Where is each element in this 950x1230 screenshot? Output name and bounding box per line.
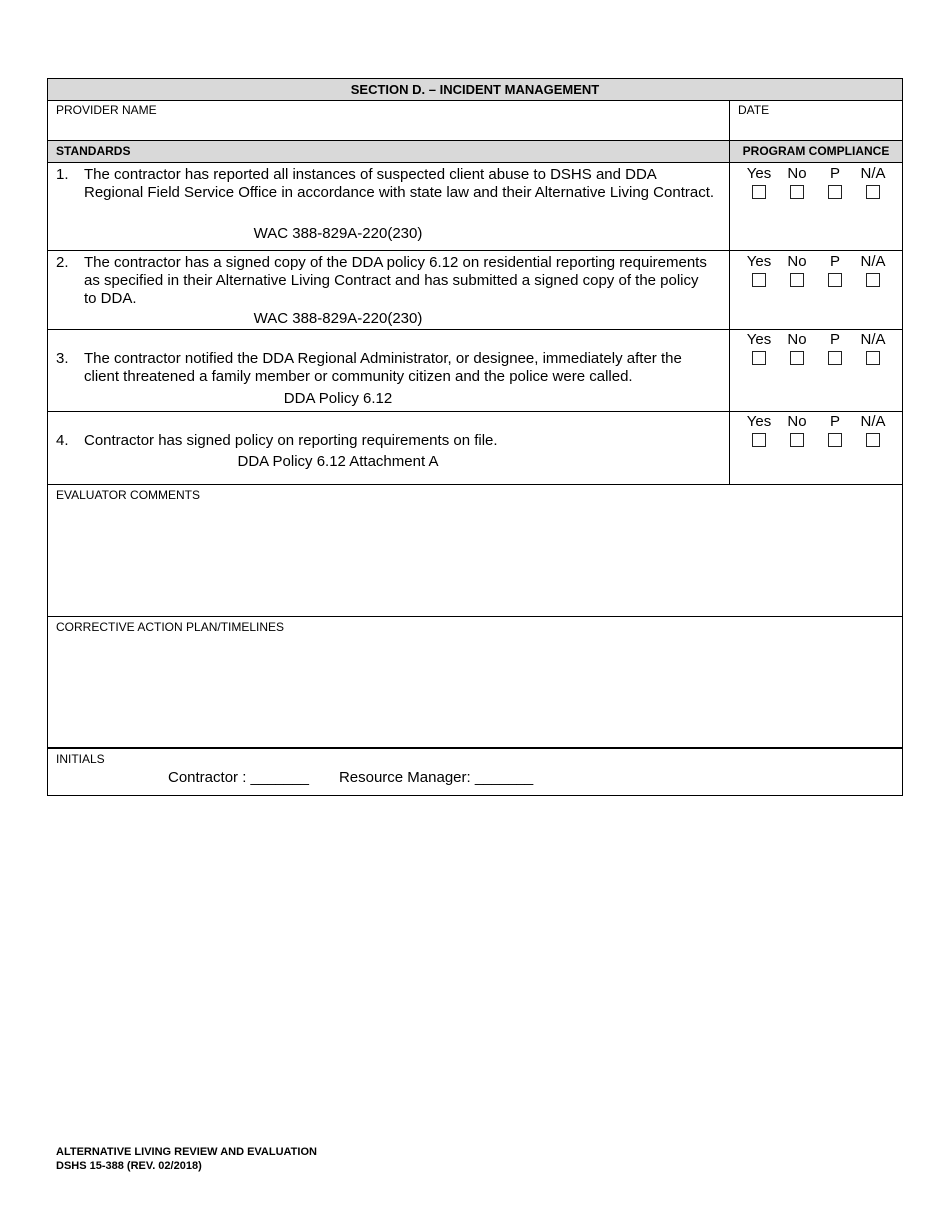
option-na-label: N/A <box>860 331 886 348</box>
checkbox-p[interactable] <box>828 351 842 365</box>
option-yes-label: Yes <box>746 253 772 270</box>
provider-name-field[interactable] <box>48 101 730 140</box>
checkbox-p[interactable] <box>828 185 842 199</box>
provider-name-label: PROVIDER NAME <box>56 103 157 117</box>
standard-reference: WAC 388-829A-220(230) <box>253 310 423 327</box>
checkbox-na[interactable] <box>866 433 880 447</box>
standard-row-3 <box>48 330 902 412</box>
option-p-label: P <box>829 331 840 348</box>
option-p-label: P <box>829 165 840 182</box>
standard-reference: DDA Policy 6.12 Attachment A <box>237 453 439 470</box>
standard-reference: WAC 388-829A-220(230) <box>253 225 423 242</box>
checkbox-yes[interactable] <box>752 351 766 365</box>
standard-text: The contractor notified the DDA Regional Administrator, or designee, immediately after the client threatened a family member or community citizen and the police were called. <box>84 350 682 385</box>
contractor-initials-field[interactable]: Contractor : _______ <box>168 769 309 786</box>
standard-number: 1. <box>56 166 69 183</box>
standards-header-row <box>48 141 902 163</box>
standard-row-1 <box>48 163 902 251</box>
provider-date-row <box>48 101 902 141</box>
standard-number: 2. <box>56 254 69 271</box>
option-yes-label: Yes <box>746 331 772 348</box>
checkbox-na[interactable] <box>866 185 880 199</box>
standard-row-2 <box>48 251 902 330</box>
standard-number: 4. <box>56 432 69 449</box>
option-no-label: No <box>787 165 807 182</box>
standard-text: The contractor has a signed copy of the DDA policy 6.12 on residential reporting requirements as specified in their Alternative Living Contract and has submitted a signed copy of the policy to DDA. <box>84 254 707 307</box>
initials-label: INITIALS <box>56 752 105 766</box>
checkbox-yes[interactable] <box>752 185 766 199</box>
checkbox-no[interactable] <box>790 351 804 365</box>
section-title: SECTION D. – INCIDENT MANAGEMENT <box>48 79 902 101</box>
evaluator-comments-label: EVALUATOR COMMENTS <box>56 488 201 502</box>
option-p-label: P <box>829 253 840 270</box>
checkbox-p[interactable] <box>828 273 842 287</box>
checkbox-na[interactable] <box>866 273 880 287</box>
checkbox-no[interactable] <box>790 273 804 287</box>
checkbox-yes[interactable] <box>752 433 766 447</box>
date-label: DATE <box>738 103 770 117</box>
form-number: DSHS 15-388 (REV. 02/2018) <box>56 1160 202 1172</box>
corrective-action-label: CORRECTIVE ACTION PLAN/TIMELINES <box>56 620 285 634</box>
program-compliance-label: PROGRAM COMPLIANCE <box>742 144 890 158</box>
standard-number: 3. <box>56 350 69 367</box>
option-na-label: N/A <box>860 165 886 182</box>
standard-reference: DDA Policy 6.12 <box>283 390 393 407</box>
checkbox-yes[interactable] <box>752 273 766 287</box>
evaluator-comments-field[interactable] <box>48 485 902 617</box>
option-no-label: No <box>787 253 807 270</box>
initials-row <box>48 749 902 795</box>
corrective-action-field[interactable] <box>48 617 902 749</box>
date-field[interactable] <box>730 101 902 140</box>
option-na-label: N/A <box>860 253 886 270</box>
checkbox-no[interactable] <box>790 433 804 447</box>
option-na-label: N/A <box>860 413 886 430</box>
standard-text: The contractor has reported all instances of suspected client abuse to DSHS and DDA Regional Field Service Office in accordance with state law and their Alternative Living Contract. <box>84 166 715 201</box>
option-p-label: P <box>829 413 840 430</box>
incident-management-form <box>47 78 903 796</box>
standard-row-4 <box>48 412 902 485</box>
resource-manager-initials-field[interactable]: Resource Manager: _______ <box>338 769 534 786</box>
checkbox-na[interactable] <box>866 351 880 365</box>
form-footer <box>56 1145 317 1173</box>
checkbox-p[interactable] <box>828 433 842 447</box>
standards-label: STANDARDS <box>56 144 131 158</box>
option-yes-label: Yes <box>746 413 772 430</box>
form-title: ALTERNATIVE LIVING REVIEW AND EVALUATION <box>56 1146 317 1158</box>
option-yes-label: Yes <box>746 165 772 182</box>
option-no-label: No <box>787 331 807 348</box>
option-no-label: No <box>787 413 807 430</box>
standard-text: Contractor has signed policy on reporting requirements on file. <box>84 432 498 449</box>
checkbox-no[interactable] <box>790 185 804 199</box>
